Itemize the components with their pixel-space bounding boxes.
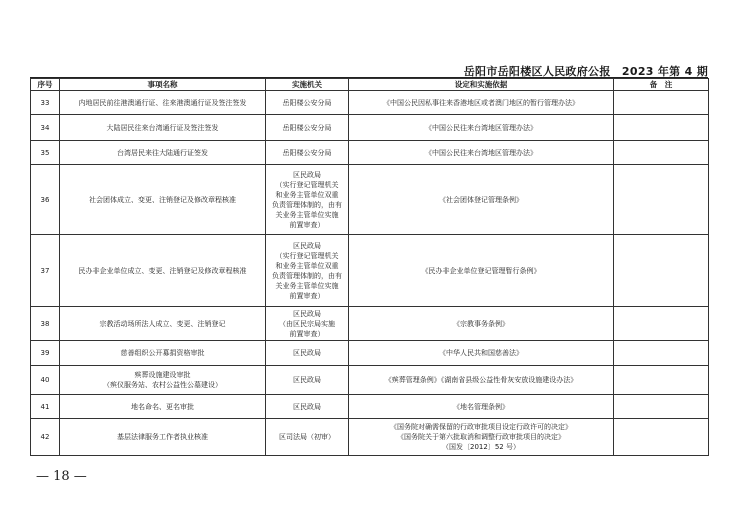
cell-note bbox=[614, 141, 709, 165]
column-header-agency: 实施机关 bbox=[266, 79, 349, 91]
cell-basis: 《中华人民共和国慈善法》 bbox=[349, 341, 614, 366]
table-header-row bbox=[31, 79, 709, 91]
cell-agency: 岳阳楼公安分局 bbox=[266, 115, 349, 141]
cell-seq: 34 bbox=[31, 115, 60, 141]
cell-item-name: 台湾居民来往大陆通行证签发 bbox=[60, 141, 266, 165]
cell-basis: 《地名管理条例》 bbox=[349, 395, 614, 419]
cell-note bbox=[614, 235, 709, 307]
cell-item-name: 基层法律服务工作者执业核准 bbox=[60, 419, 266, 456]
table-row bbox=[31, 341, 709, 366]
cell-note bbox=[614, 165, 709, 235]
cell-agency: 区民政局 （由区民宗局实施 前置审查） bbox=[266, 307, 349, 341]
cell-note bbox=[614, 115, 709, 141]
cell-note bbox=[614, 395, 709, 419]
cell-seq: 41 bbox=[31, 395, 60, 419]
cell-basis: 《社会团体登记管理条例》 bbox=[349, 165, 614, 235]
cell-item-name: 内地居民前往港澳通行证、往来港澳通行证及签注签发 bbox=[60, 91, 266, 115]
cell-agency: 区民政局 （实行登记管理机关 和业务主管单位双重 负责管理体制的，由有 关业务主管单位实施 前置审查） bbox=[266, 235, 349, 307]
cell-item-name: 大陆居民往来台湾通行证及签注签发 bbox=[60, 115, 266, 141]
cell-note bbox=[614, 91, 709, 115]
publication-header: 岳阳市岳阳楼区人民政府公报 2023 年第 4 期 bbox=[463, 65, 708, 78]
cell-basis: 《国务院对确需保留的行政审批项目设定行政许可的决定》 《国务院关于第六批取消和调整行政审批项目的决定》 （国发〔2012〕52 号） bbox=[349, 419, 614, 456]
cell-item-name: 殡葬设施建设审批 （殡仪服务站、农村公益性公墓建设） bbox=[60, 366, 266, 395]
cell-basis: 《民办非企业单位登记管理暂行条例》 bbox=[349, 235, 614, 307]
table-row bbox=[31, 115, 709, 141]
cell-basis: 《宗教事务条例》 bbox=[349, 307, 614, 341]
table-row bbox=[31, 395, 709, 419]
page-number: — 18 — bbox=[36, 469, 87, 484]
table-row bbox=[31, 307, 709, 341]
table-row bbox=[31, 419, 709, 456]
cell-item-name: 慈善组织公开募捐资格审批 bbox=[60, 341, 266, 366]
column-header-seq: 序号 bbox=[31, 79, 60, 91]
table-row bbox=[31, 235, 709, 307]
cell-seq: 36 bbox=[31, 165, 60, 235]
cell-agency: 区司法局（初审） bbox=[266, 419, 349, 456]
cell-note bbox=[614, 307, 709, 341]
cell-note bbox=[614, 341, 709, 366]
table-row bbox=[31, 366, 709, 395]
table-row bbox=[31, 165, 709, 235]
cell-basis: 《殡葬管理条例》《湖南省县级公益性骨灰安放设施建设办法》 bbox=[349, 366, 614, 395]
cell-item-name: 民办非企业单位成立、变更、注销登记及修改章程核准 bbox=[60, 235, 266, 307]
cell-agency: 区民政局 （实行登记管理机关 和业务主管单位双重 负责管理体制的，由有 关业务主管单位实施 前置审查） bbox=[266, 165, 349, 235]
column-header-basis: 设定和实施依据 bbox=[349, 79, 614, 91]
cell-agency: 岳阳楼公安分局 bbox=[266, 91, 349, 115]
cell-seq: 42 bbox=[31, 419, 60, 456]
cell-seq: 39 bbox=[31, 341, 60, 366]
column-header-note: 备 注 bbox=[614, 79, 709, 91]
cell-seq: 38 bbox=[31, 307, 60, 341]
cell-seq: 33 bbox=[31, 91, 60, 115]
cell-note bbox=[614, 419, 709, 456]
cell-item-name: 社会团体成立、变更、注销登记及修改章程核准 bbox=[60, 165, 266, 235]
cell-item-name: 地名命名、更名审批 bbox=[60, 395, 266, 419]
cell-agency: 岳阳楼公安分局 bbox=[266, 141, 349, 165]
cell-basis: 《中国公民往来台湾地区管理办法》 bbox=[349, 115, 614, 141]
column-header-name: 事项名称 bbox=[60, 79, 266, 91]
cell-agency: 区民政局 bbox=[266, 341, 349, 366]
cell-note bbox=[614, 366, 709, 395]
cell-basis: 《中国公民往来台湾地区管理办法》 bbox=[349, 141, 614, 165]
table-row bbox=[31, 91, 709, 115]
cell-seq: 40 bbox=[31, 366, 60, 395]
cell-seq: 35 bbox=[31, 141, 60, 165]
cell-basis: 《中国公民因私事往来香港地区或者澳门地区的暂行管理办法》 bbox=[349, 91, 614, 115]
cell-agency: 区民政局 bbox=[266, 395, 349, 419]
table-row bbox=[31, 141, 709, 165]
cell-agency: 区民政局 bbox=[266, 366, 349, 395]
administrative-items-table bbox=[30, 78, 709, 456]
cell-seq: 37 bbox=[31, 235, 60, 307]
cell-item-name: 宗教活动场所法人成立、变更、注销登记 bbox=[60, 307, 266, 341]
